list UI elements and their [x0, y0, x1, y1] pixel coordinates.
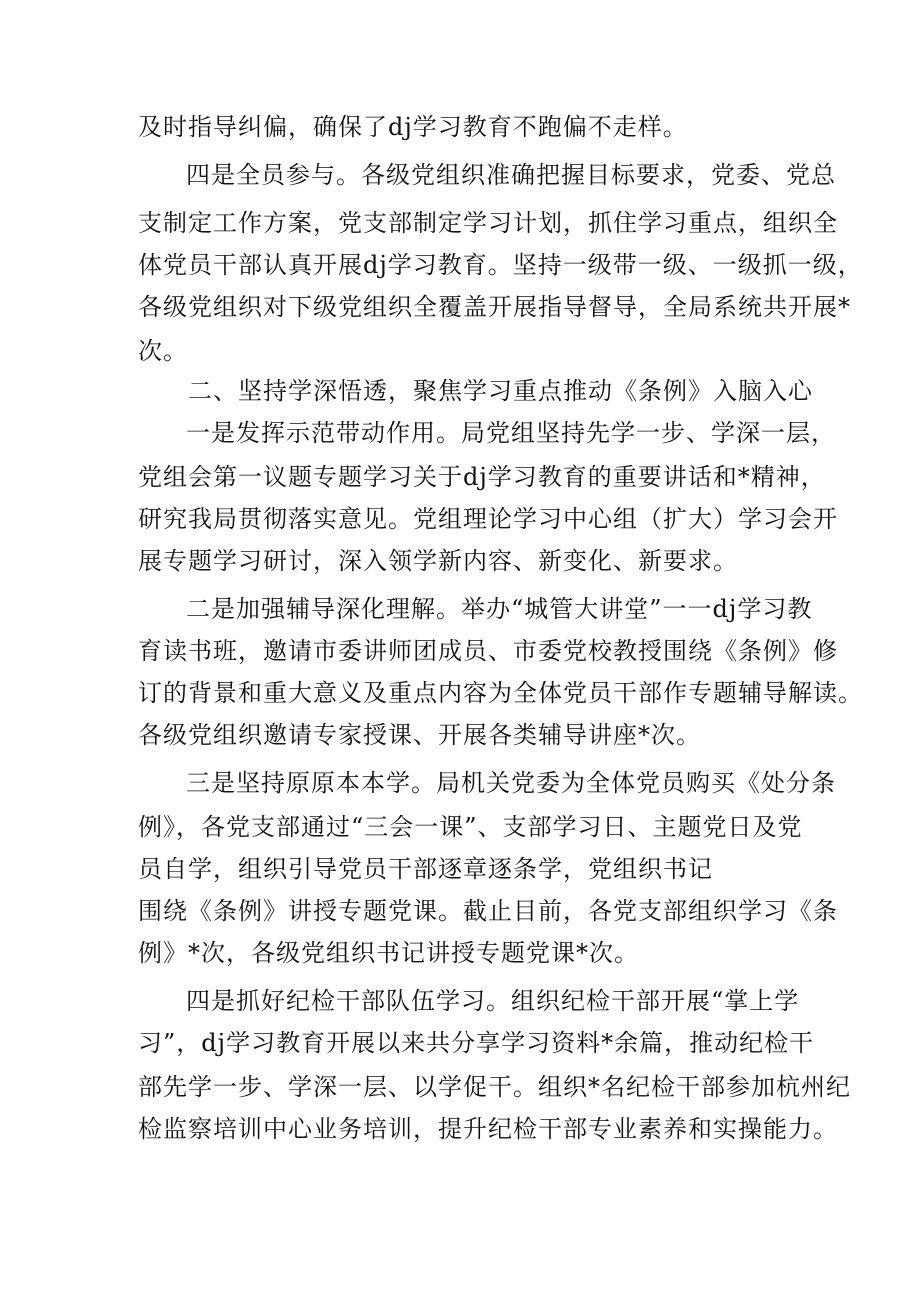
text-line: 展专题学习研讨，深入领学新内容、新变化、新要求。 — [138, 547, 738, 575]
text-line: 部先学一步、学深一层、以学促干。组织*名纪检干部参加杭州纪 — [138, 1073, 851, 1101]
text-line: 一是发挥示范带动作用。局党组坚持先学一步、学深一层， — [186, 419, 836, 447]
text-line: 四是抓好纪检干部队伍学习。组织纪检干部开展“掌上学 — [186, 987, 800, 1015]
text-line: 例》，各党支部通过“三会一课”、支部学习日、主题党日及党 — [138, 813, 803, 841]
text-line: 习”，dj学习教育开展以来共分享学习资料*余篇，推动纪检干 — [138, 1029, 815, 1057]
text-line: 各级党组织邀请专家授课、开展各类辅导讲座*次。 — [138, 721, 701, 749]
text-line: 订的背景和重大意义及重点内容为全体党员干部作专题辅导解读。 — [138, 679, 863, 707]
text-line: 围绕《条例》讲授专题党课。截止目前，各党支部组织学习《条 — [138, 897, 838, 925]
text-line: 三是坚持原原本本学。局机关党委为全体党员购买《处分条 — [186, 769, 836, 797]
text-line: 及时指导纠偏，确保了dj学习教育不跑偏不走样。 — [138, 113, 688, 141]
text-line: 各级党组织对下级党组织全覆盖开展指导督导，全局系统共开展* — [138, 293, 851, 321]
text-line: 二是加强辅导深化理解。举办“城管大讲堂”一一dj学习教 — [186, 595, 813, 623]
text-line: 育读书班，邀请市委讲师团成员、市委党校教授围绕《条例》修 — [138, 637, 838, 665]
text-line: 次。 — [138, 337, 188, 365]
text-line: 员自学，组织引导党员干部逐章逐条学，党组织书记 — [138, 855, 713, 883]
text-line: 检监察培训中心业务培训，提升纪检干部专业素养和实操能力。 — [138, 1115, 838, 1143]
text-line: 党组会第一议题专题学习关于dj学习教育的重要讲话和*精神， — [138, 463, 826, 491]
text-line: 支制定工作方案，党支部制定学习计划，抓住学习重点，组织全 — [138, 209, 838, 237]
text-line: 体党员干部认真开展dj学习教育。坚持一级带一级、一级抓一级， — [138, 251, 863, 279]
text-line: 四是全员参与。各级党组织准确把握目标要求，党委、党总 — [186, 161, 836, 189]
text-line: 研究我局贯彻落实意见。党组理论学习中心组（扩大）学习会开 — [138, 505, 838, 533]
section-heading: 二、坚持学深悟透，聚焦学习重点推动《条例》入脑入心 — [188, 377, 813, 405]
text-line: 例》*次，各级党组织书记讲授专题党课*次。 — [138, 939, 639, 967]
